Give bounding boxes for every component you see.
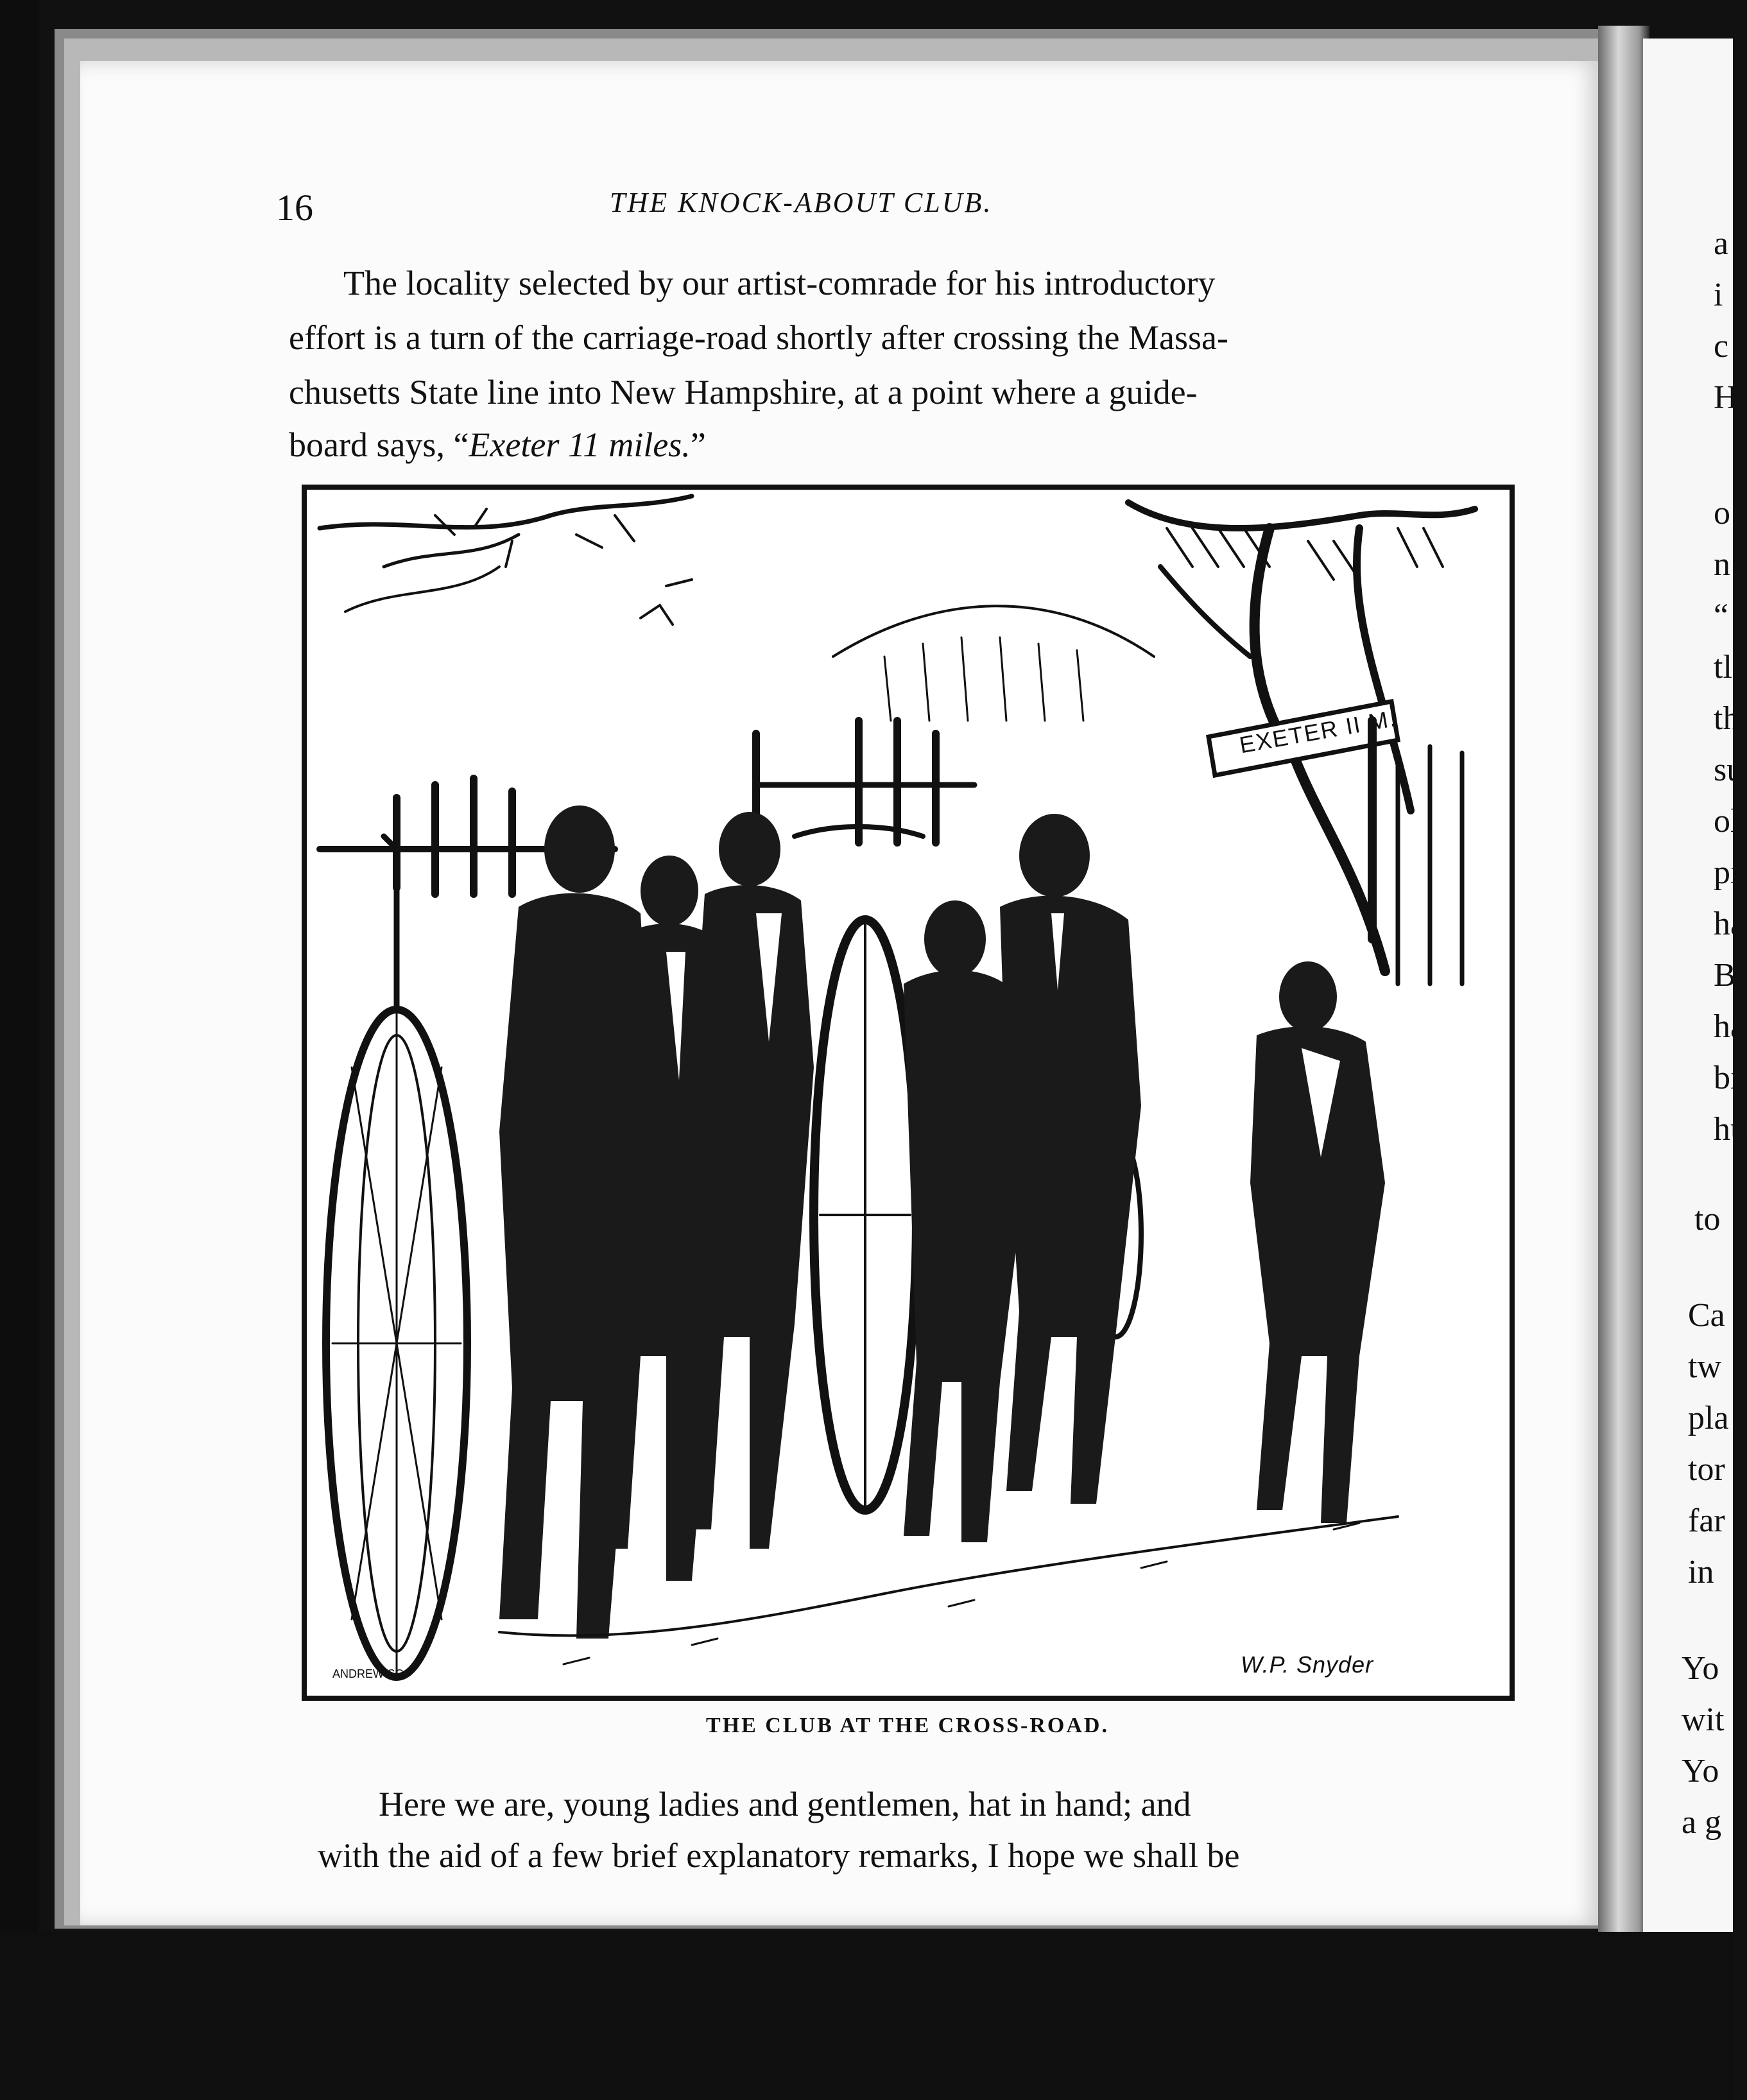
right-page-text: far (1688, 1502, 1725, 1539)
right-page-text: pla (1688, 1400, 1729, 1436)
paragraph-line: The locality selected by our artist-comrade for his introductory (343, 264, 1216, 302)
right-page-text: th (1714, 700, 1740, 737)
guideboard-sign-text: EXETER II M. (1237, 704, 1399, 759)
quoted-guideboard-text: Exeter 11 miles. (469, 426, 691, 464)
background-bottom (0, 1932, 1733, 2100)
right-page-text: hu (1714, 1111, 1747, 1148)
paragraph-line: chusetts State line into New Hampshire, at a point where a guide- (289, 373, 1198, 411)
right-page-text: su (1714, 752, 1744, 788)
right-page-text: wit (1682, 1701, 1725, 1738)
engraver-credit: ANDREW-SC (332, 1667, 404, 1680)
right-page-text: tor (1688, 1451, 1725, 1488)
paragraph-line (289, 425, 706, 465)
right-page-text: ha (1714, 1008, 1746, 1045)
right-page-text: i (1714, 277, 1723, 313)
right-page-text: tw (1688, 1348, 1721, 1385)
paragraph-line: with the aid of a few brief explanatory remarks, I hope we shall be (318, 1836, 1240, 1875)
right-page-text: a (1714, 225, 1729, 262)
right-page-text: Yo (1682, 1753, 1719, 1789)
right-page-text: Ca (1688, 1297, 1725, 1334)
right-page-text: c (1714, 328, 1729, 365)
running-title: THE KNOCK-ABOUT CLUB. (610, 187, 993, 218)
right-page-edge (1643, 39, 1747, 1964)
right-page-text: tl (1714, 649, 1732, 685)
artist-signature: W.P. Snyder (1241, 1651, 1374, 1678)
right-page-text: a g (1682, 1804, 1722, 1841)
engraving-drawing (307, 490, 1510, 1696)
right-page-text: o (1714, 495, 1730, 531)
paragraph-line: effort is a turn of the carriage-road shortly after crossing the Massa- (289, 318, 1228, 357)
right-page-text: pı (1714, 854, 1740, 891)
right-page-text: ol (1714, 803, 1740, 839)
right-page-text: Yo (1682, 1650, 1719, 1687)
right-page-text: ha (1714, 906, 1746, 942)
right-page-text: bi (1714, 1060, 1740, 1096)
right-page-text: to (1694, 1201, 1721, 1237)
right-page-text: in (1688, 1554, 1714, 1590)
paragraph-text: board says, “ (289, 426, 469, 464)
paragraph-text: ” (690, 426, 706, 464)
right-page-text: “ (1714, 598, 1729, 634)
book-gutter (1598, 26, 1649, 1951)
right-page-text: H (1714, 379, 1738, 416)
right-page-text: n (1714, 546, 1730, 583)
illustration (302, 485, 1515, 1701)
figure-caption: THE CLUB AT THE CROSS-ROAD. (706, 1714, 1109, 1737)
right-page-text: B (1714, 957, 1736, 994)
paragraph-line: Here we are, young ladies and gentlemen, hat in hand; and (379, 1785, 1191, 1823)
page-number: 16 (276, 187, 313, 228)
book-left-edge (0, 0, 39, 2100)
